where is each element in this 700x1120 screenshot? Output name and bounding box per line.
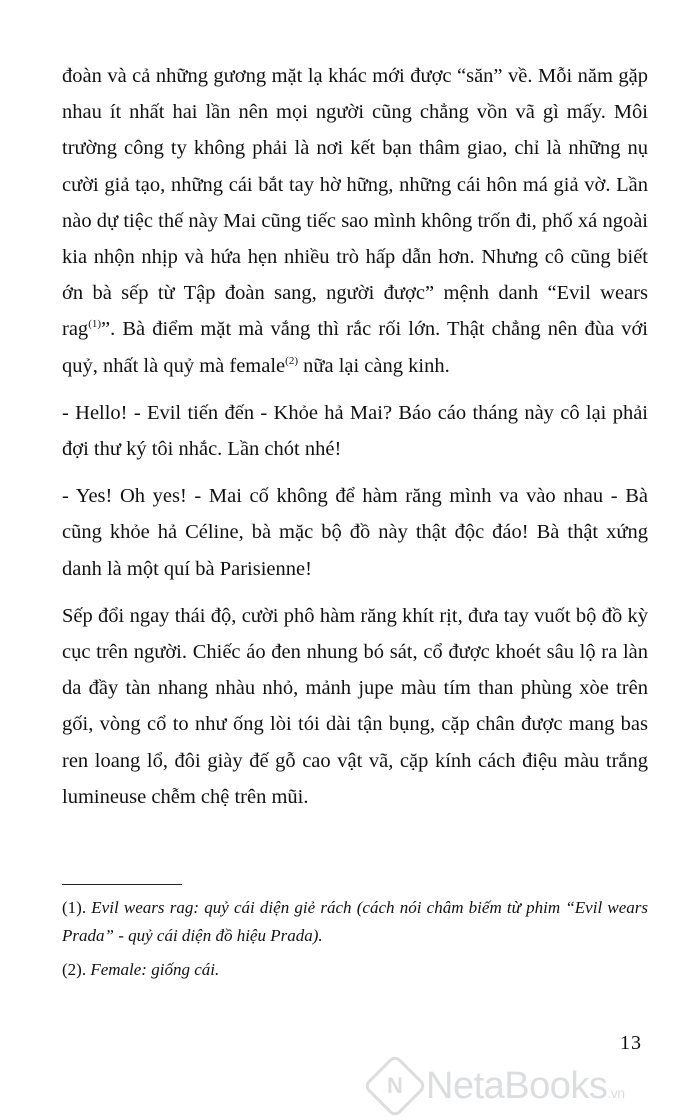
footnote-2 [62,956,648,984]
body-text [62,58,648,815]
paragraph-2: - Hello! - Evil tiến đến - Khỏe hả Mai? Báo cáo tháng này cô lại phải đợi thư ký tôi nhắc. Lần chót nhé! [62,401,648,461]
footnotes [62,894,648,990]
watermark-logo-letter: N [387,1072,403,1098]
paragraph-1 [62,58,648,384]
footnote-ref-1: (1) [88,318,102,331]
watermark-suffix: .vn [607,1084,625,1101]
footnote-1-mark: (1). [62,898,87,917]
footnote-ref-2: (2) [285,354,298,367]
footnote-divider [62,884,182,885]
paragraph-4: Sếp đổi ngay thái độ, cười phô hàm răng khít rịt, đưa tay vuốt bộ đồ kỳ cục trên người. Chiếc áo đen nhung bó sát, cổ được khoét sâu lộ ra làn da đầy tàn nhang nhàu nhỏ, mảnh jupe màu tím than phùng xòe trên gối, vòng cổ to như ống lòi tói dài tận bụng, cặp chân được mang bas ren loang lổ, đôi giày đế gỗ cao vật vã, cặp kính cách điệu màu trắng lumineuse chễm chệ trên mũi. [62,604,648,808]
footnote-1 [62,894,648,950]
paragraph-3: - Yes! Oh yes! - Mai cố không để hàm răng mình va vào nhau - Bà cũng khỏe hả Céline, bà mặc bộ đồ này thật độc đáo! Bà thật xứng danh là một quí bà Parisienne! [62,485,648,580]
footnote-1-text: Evil wears rag: quỷ cái diện giẻ rách (cách nói châm biếm từ phim “Evil wears Prada” - quỷ cái diện đồ hiệu Prada). [62,898,648,945]
paragraph-1-text: đoàn và cả những gương mặt lạ khác mới được “săn” về. Mỗi năm gặp nhau ít nhất hai lần nên mọi người cũng chẳng vồn vã gì mấy. Môi trường công ty không phải là nơi kết bạn thâm giao, chỉ là những nụ cười giả tạo, những cái bắt tay hờ hững, những cái hôn má giả vờ. Lần nào dự tiệc thế này Mai cũng tiếc sao mình không trốn đi, phố xá ngoài kia nhộn nhịp và hứa hẹn nhiều trò hấp dẫn hơn. Nhưng cô cũng biết ớn bà sếp từ Tập đoàn sang, người được” mệnh danh “Evil wears rag [62,65,648,341]
watermark-text [426,1065,625,1108]
footnote-2-mark: (2). [62,960,87,979]
paragraph-1-text-end: nữa lại càng kinh. [297,354,450,377]
watermark-logo-icon [362,1053,427,1118]
page-number: 13 [620,1032,642,1054]
footnote-2-text: Female: giống cái. [90,960,220,979]
watermark [372,1062,625,1110]
watermark-name: NetaBooks [426,1064,608,1107]
paragraph-1-text-cont: ”. Bà điểm mặt mà vắng thì rắc rối lớn. Thật chẳng nên đùa với quỷ, nhất là quỷ mà female [62,318,648,377]
